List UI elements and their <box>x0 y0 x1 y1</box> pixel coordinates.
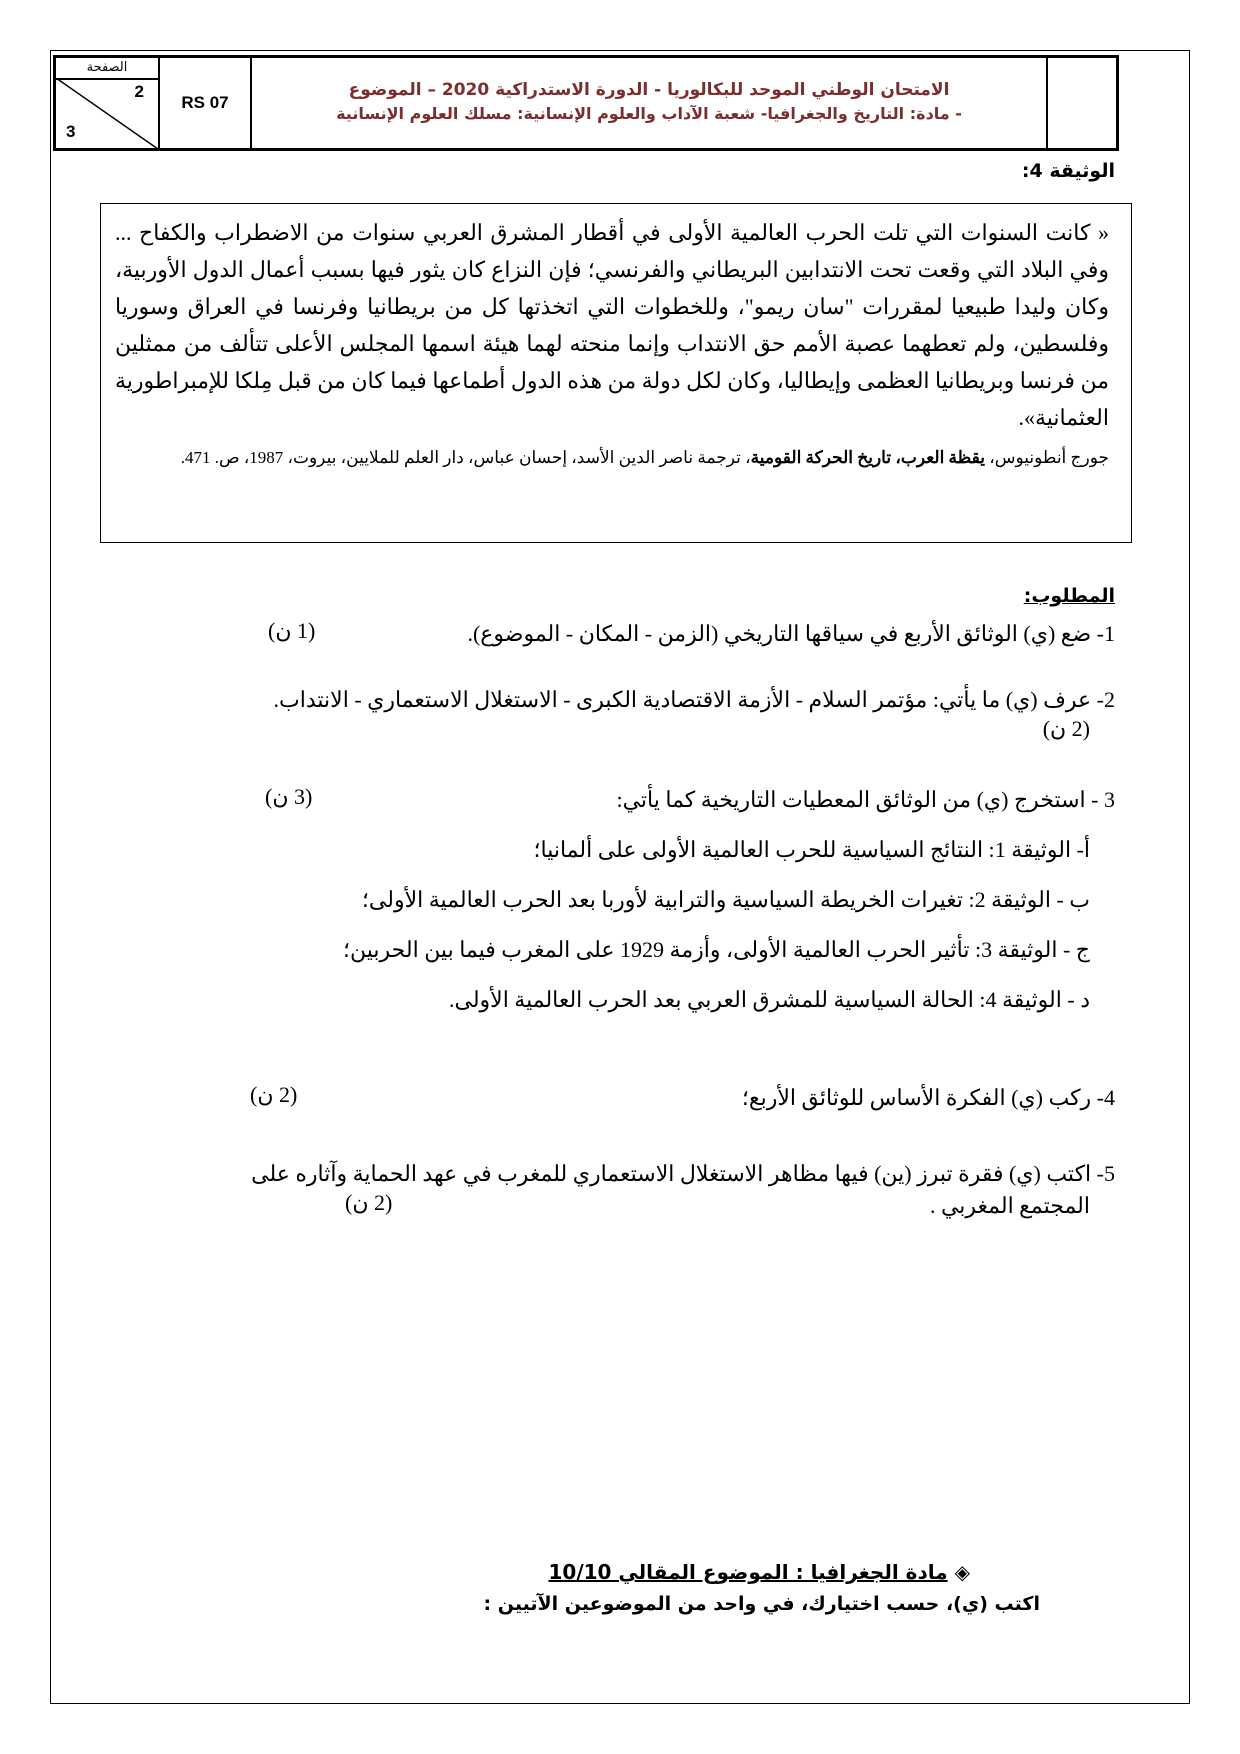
document-quote: « كانت السنوات التي تلت الحرب العالمية الأولى في أقطار المشرق العربي سنوات من الاضطراب والكفاح ... وفي البلاد التي وقعت تحت الانتدابين البريطاني والفرنسي؛ فإن النزاع كان يثور فيها بسبب أعمال الدول الأوربية، وكان وليدا طبيعيا لمقررات "سان ريمو"، وللخطوات التي اتخذتها كل من بريطانيا وفرنسا في العراق وسوريا وفلسطين، ولم تعطهما عصبة الأمم حق الانتداب وإنما منحته لهما هيئة اسمها المجلس الأعلى تتألف من ممثلين من فرنسا وبريطانيا العظمى وإيطاليا، وكان لكل دولة من هذه الدول أطماعها فيما كان من قبل مِلكا للإمبراطورية العثمانية». <box>115 220 1109 430</box>
exam-title-line1: الامتحان الوطني الموحد للبكالوريا - الدورة الاستدراكية 2020 – الموضوع <box>348 80 950 100</box>
question-3: 3 - استخرج (ي) من الوثائق المعطيات التاريخية كما يأتي: <box>616 787 1115 812</box>
question-1-points: (1 ن) <box>268 618 316 643</box>
page-number-cell <box>56 58 160 148</box>
diamond-bullet-icon: ◈ <box>954 1560 970 1584</box>
required-heading: المطلوب: <box>1023 585 1115 607</box>
question-3b: ب - الوثيقة 2: تغيرات الخريطة السياسية والترابية لأوربا بعد الحرب العالمية الأولى؛ <box>361 887 1090 912</box>
geography-instruction: اكتب (ي)، حسب اختيارك، في واحد من الموضوعين الآتيين : <box>483 1593 1040 1615</box>
question-5-line1: 5- اكتب (ي) فقرة تبرز (ين) فيها مظاهر الاستغلال الاستعماري للمغرب في عهد الحماية وآثاره على <box>251 1161 1115 1186</box>
document-textbox <box>100 203 1132 543</box>
exam-title <box>252 58 1048 148</box>
question-2-points: (2 ن) <box>1042 716 1090 741</box>
question-3c: ج - الوثيقة 3: تأثير الحرب العالمية الأولى، وأزمة 1929 على المغرب فيما بين الحربين؛ <box>343 937 1090 962</box>
question-5-line2: المجتمع المغربي . <box>929 1193 1090 1218</box>
exam-code: RS 07 <box>160 58 252 148</box>
question-4-points: (2 ن) <box>250 1082 298 1107</box>
geography-title-text: مادة الجغرافيا : الموضوع المقالي 10/10 <box>548 1560 948 1584</box>
page-total: 3 <box>66 122 76 141</box>
header-blank-cell <box>1048 58 1116 148</box>
geography-title <box>549 1560 971 1584</box>
question-3-points: (3 ن) <box>265 784 313 809</box>
question-2: 2- عرف (ي) ما يأتي: مؤتمر السلام - الأزمة الاقتصادية الكبرى - الاستغلال الاستعماري - الانتداب. <box>273 687 1115 712</box>
source-author: جورج أنطونيوس، <box>989 448 1109 467</box>
question-1: 1- ضع (ي) الوثائق الأربع في سياقها التاريخي (الزمن - المكان - الموضوع). <box>467 621 1115 646</box>
source-book: يقظة العرب، تاريخ الحركة القومية <box>750 448 985 467</box>
exam-title-line2: - مادة: التاريخ والجغرافيا- شعبة الآداب والعلوم الإنسانية: مسلك العلوم الإنسانية <box>336 104 962 123</box>
question-3d: د - الوثيقة 4: الحالة السياسية للمشرق العربي بعد الحرب العالمية الأولى. <box>448 987 1090 1012</box>
exam-header <box>53 55 1119 151</box>
question-4: 4- ركب (ي) الفكرة الأساس للوثائق الأربع؛ <box>741 1085 1115 1110</box>
question-5-points: (2 ن) <box>345 1190 393 1215</box>
document-title: الوثيقة 4: <box>1021 160 1115 182</box>
page-current: 2 <box>134 82 144 101</box>
source-details: ، ترجمة ناصر الدين الأسد، إحسان عباس، دار العلم للملايين، بيروت، 1987، ص. 471. <box>180 448 751 467</box>
document-source <box>115 444 1109 472</box>
page-label: الصفحة <box>56 58 158 80</box>
question-3a: أ- الوثيقة 1: النتائج السياسية للحرب العالمية الأولى على ألمانيا؛ <box>533 837 1090 862</box>
